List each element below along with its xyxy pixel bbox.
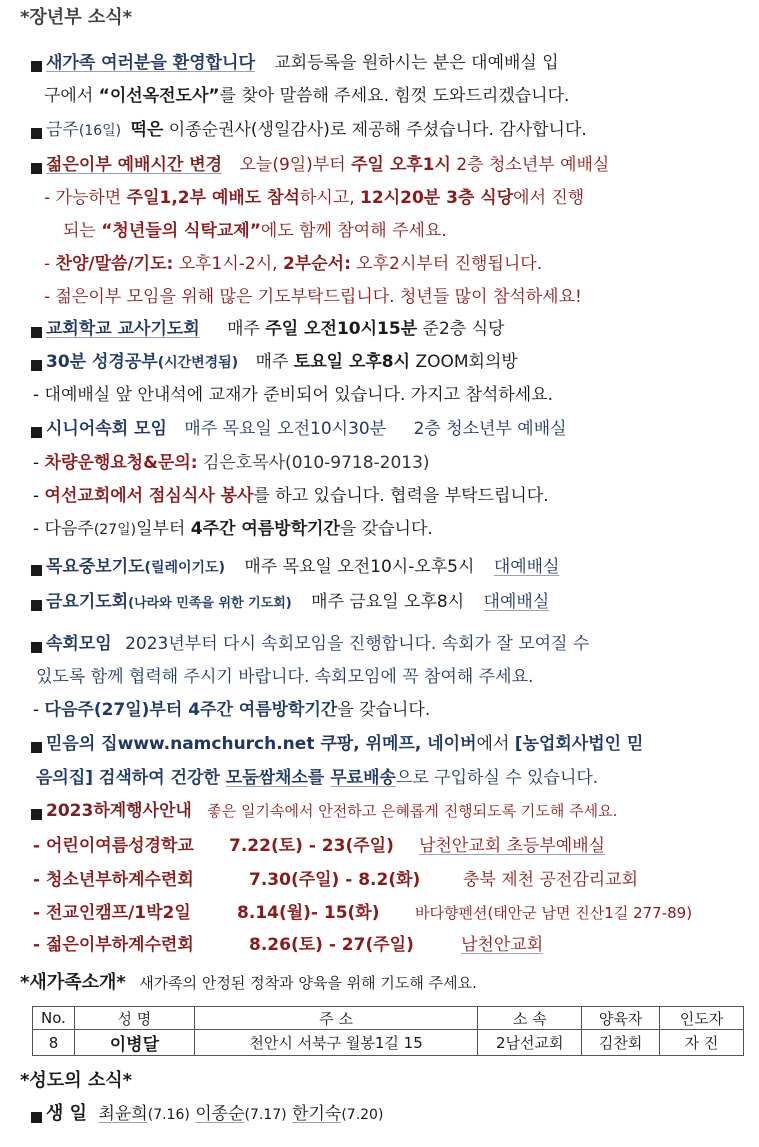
welcome-line-2: 구에서 “이선옥전도사”를 찾아 말씀해 주세요. 힘껏 도와드리겠습니다. [44, 86, 570, 106]
bullet-icon [31, 600, 42, 611]
table-header-row: No. 성 명 주 소 소 속 양육자 인도자 [33, 1007, 744, 1030]
young-adult-line-3: 되는 “청년들의 식탁교제”에도 함께 참여해 주세요. [63, 221, 447, 241]
new-family-header: *새가족소개* 새가족의 안정된 정착과 양육을 위해 기도해 주세요. [20, 972, 477, 993]
senior-meeting-line-2: - 차량운행요청&문의: 김은호목사(010-9718-2013) [33, 453, 430, 473]
cell-group-line-2: 있도록 함께 협력해 주시기 바랍니다. 속회모임에 꼭 참여해 주세요. [36, 667, 534, 687]
saints-news-title: *성도의 소식* [20, 1070, 133, 1091]
bullet-icon [31, 1112, 42, 1123]
thursday-prayer-line: 목요중보기도(릴레이기도) 매주 목요일 오전10시-오후5시 대예배실 [46, 557, 560, 577]
summer-events-title: 2023하계행사안내 [46, 801, 192, 821]
faith-house-line-1: 믿음의 집www.namchurch.net 쿠팡, 위메프, 네이버에서 [농업회사법인 믿 [46, 734, 644, 754]
friday-prayer-title: 금요기도회 [46, 592, 129, 612]
birthday-line: 생 일 최윤희(7.16) 이종순(7.17) 한기숙(7.20) [46, 1103, 384, 1124]
summer-events-line: 2023하계행사안내 좋은 일기속에서 안전하고 은혜롭게 진행되도록 기도해 주세요. [46, 801, 618, 821]
cell-group-line-3: - 다음주(27일)부터 4주간 여름방학기간을 갖습니다. [33, 700, 431, 720]
senior-meeting-line-4: - 다음주(27일)일부터 4주간 여름방학기간을 갖습니다. [33, 519, 433, 539]
welcome-text: 교회등록을 원하시는 분은 대예배실 입 [274, 53, 559, 73]
bible-study-title: 30분 성경공부 [46, 352, 158, 372]
young-adult-line-1: 젊은이부 예배시간 변경 오늘(9일)부터 주일 오후1시 2층 청소년부 예배실 [46, 155, 610, 175]
bullet-icon [31, 128, 42, 139]
table-row: 8 이병달 천안시 서북구 월봉1길 15 2남선교회 김찬회 자 진 [33, 1030, 744, 1056]
senior-meeting-line-3: - 여선교회에서 점심식사 봉사를 하고 있습니다. 협력을 부탁드립니다. [33, 486, 549, 506]
bullet-icon [31, 327, 42, 338]
evangelist-name: “이선옥전도사” [98, 86, 220, 106]
young-adult-line-4: - 찬양/말씀/기도: 오후1시-2시, 2부순서: 오후2시부터 진행됩니다. [44, 254, 543, 274]
rice-cake-line: 금주(16일) 떡은 이종순권사(생일감사)로 제공해 주셨습니다. 감사합니다. [46, 120, 587, 140]
young-adult-title: 젊은이부 예배시간 변경 [46, 155, 223, 175]
teachers-prayer-title: 교회학교 교사기도회 [46, 319, 200, 339]
faith-house-title: 믿음의 집 [46, 734, 118, 754]
bullet-icon [31, 427, 42, 438]
cell-group-title: 속회모임 [46, 634, 112, 654]
section-title-news: *장년부 소식* [20, 7, 133, 28]
senior-meeting-line-1: 시니어속회 모임 매주 목요일 오전10시30분 2층 청소년부 예배실 [46, 419, 567, 439]
new-family-title: *새가족소개* [20, 972, 126, 993]
bullet-icon [31, 809, 42, 820]
senior-meeting-title: 시니어속회 모임 [46, 419, 167, 439]
cell-group-line-1: 속회모임 2023년부터 다시 속회모임을 진행합니다. 속회가 잘 모여질 수 [46, 634, 590, 654]
bullet-icon [31, 61, 42, 72]
faith-house-url[interactable]: www.namchurch.net [117, 734, 315, 754]
summer-event-row: - 어린이여름성경학교 7.22(토) - 23(주일) 남천안교회 초등부예배실 [33, 836, 606, 856]
summer-event-row: - 전교인캠프/1박2일 8.14(월)- 15(화) 바다향펜션(태안군 남면 진산1길 277-89) [33, 903, 693, 923]
thursday-prayer-title: 목요중보기도 [46, 557, 145, 577]
new-family-table [32, 1006, 744, 1056]
welcome-title: 새가족 여러분을 환영합니다 [46, 53, 255, 73]
young-adult-line-2: - 가능하면 주일1,2부 예배도 참석하시고, 12시20분 3층 식당에서 진행 [44, 188, 585, 208]
bullet-icon [31, 163, 42, 174]
bullet-icon [31, 642, 42, 653]
bullet-icon [31, 360, 42, 371]
friday-prayer-line: 금요기도회(나라와 민족을 위한 기도회) 매주 금요일 오후8시 대예배실 [46, 592, 550, 612]
bullet-icon [31, 565, 42, 576]
summer-event-row: - 젊은이부하계수련회 8.26(토) - 27(주일) 남천안교회 [33, 935, 544, 955]
teachers-prayer-line: 교회학교 교사기도회 매주 주일 오전10시15분 준2층 식당 [46, 319, 505, 339]
bullet-icon [31, 742, 42, 753]
welcome-line-1 [46, 51, 559, 75]
faith-house-line-2: 음의집] 검색하여 건강한 모둠쌈채소를 무료배송으로 구입하실 수 있습니다. [36, 768, 599, 788]
bible-study-line-1: 30분 성경공부(시간변경됨) 매주 토요일 오후8시 ZOOM회의방 [46, 352, 518, 372]
young-adult-line-5: - 젊은이부 모임을 위해 많은 기도부탁드립니다. 청년들 많이 참석하세요! [44, 287, 582, 307]
summer-event-row: - 청소년부하계수련회 7.30(주일) - 8.2(화) 충북 제천 공전감리교회 [33, 870, 639, 890]
bible-study-line-2: - 대예배실 앞 안내석에 교재가 준비되어 있습니다. 가지고 참석하세요. [33, 385, 553, 405]
